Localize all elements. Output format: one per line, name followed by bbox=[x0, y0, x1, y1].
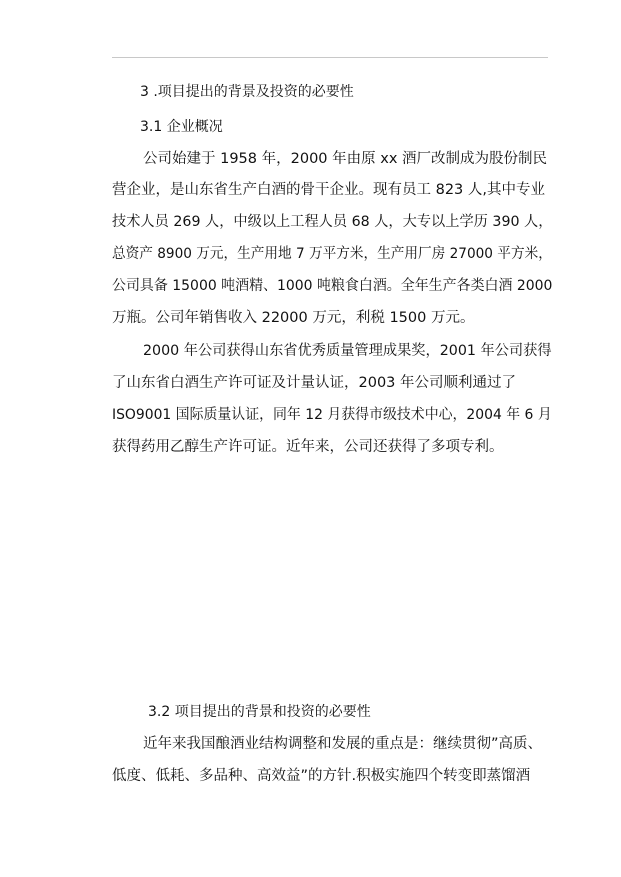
section-title: 3 .项目提出的背景及投资的必要性 bbox=[140, 84, 354, 100]
paragraph-line: 低度、低耗、多品种、高效益”的方针.积极实施四个转变即蒸馏酒 bbox=[112, 768, 531, 784]
paragraph-line: ISO9001 国际质量认证，同年 12 月获得市级技术中心，2004 年 6 月 bbox=[112, 407, 552, 423]
paragraph-line: 获得药用乙醇生产许可证。近年来，公司还获得了多项专利。 bbox=[112, 439, 504, 455]
paragraph-line: 公司始建于 1958 年，2000 年由原 xx 酒厂改制成为股份制民 bbox=[143, 151, 548, 167]
header-rule bbox=[112, 57, 548, 58]
subsection-title-background: 3.2 项目提出的背景和投资的必要性 bbox=[148, 704, 371, 720]
paragraph-line: 营企业，是山东省生产白酒的骨干企业。现有员工 823 人,其中专业 bbox=[112, 182, 546, 198]
paragraph-line: 总资产 8900 万元，生产用地 7 万平方米，生产用厂房 27000 平方米， bbox=[112, 246, 552, 262]
subsection-title-company-overview: 3.1 企业概况 bbox=[140, 119, 223, 135]
paragraph-line: 了山东省白酒生产许可证及计量认证，2003 年公司顺利通过了 bbox=[112, 375, 517, 391]
paragraph-line: 公司具备 15000 吨酒精、1000 吨粮食白酒。全年生产各类白酒 2000 bbox=[112, 278, 553, 294]
paragraph-line: 2000 年公司获得山东省优秀质量管理成果奖，2001 年公司获得 bbox=[143, 343, 552, 359]
paragraph-line: 近年来我国酿酒业结构调整和发展的重点是：继续贯彻”高质、 bbox=[143, 736, 543, 752]
paragraph-line: 万瓶。公司年销售收入 22000 万元，利税 1500 万元。 bbox=[112, 310, 475, 326]
paragraph-line: 技术人员 269 人，中级以上工程人员 68 人，大专以上学历 390 人， bbox=[112, 214, 553, 230]
